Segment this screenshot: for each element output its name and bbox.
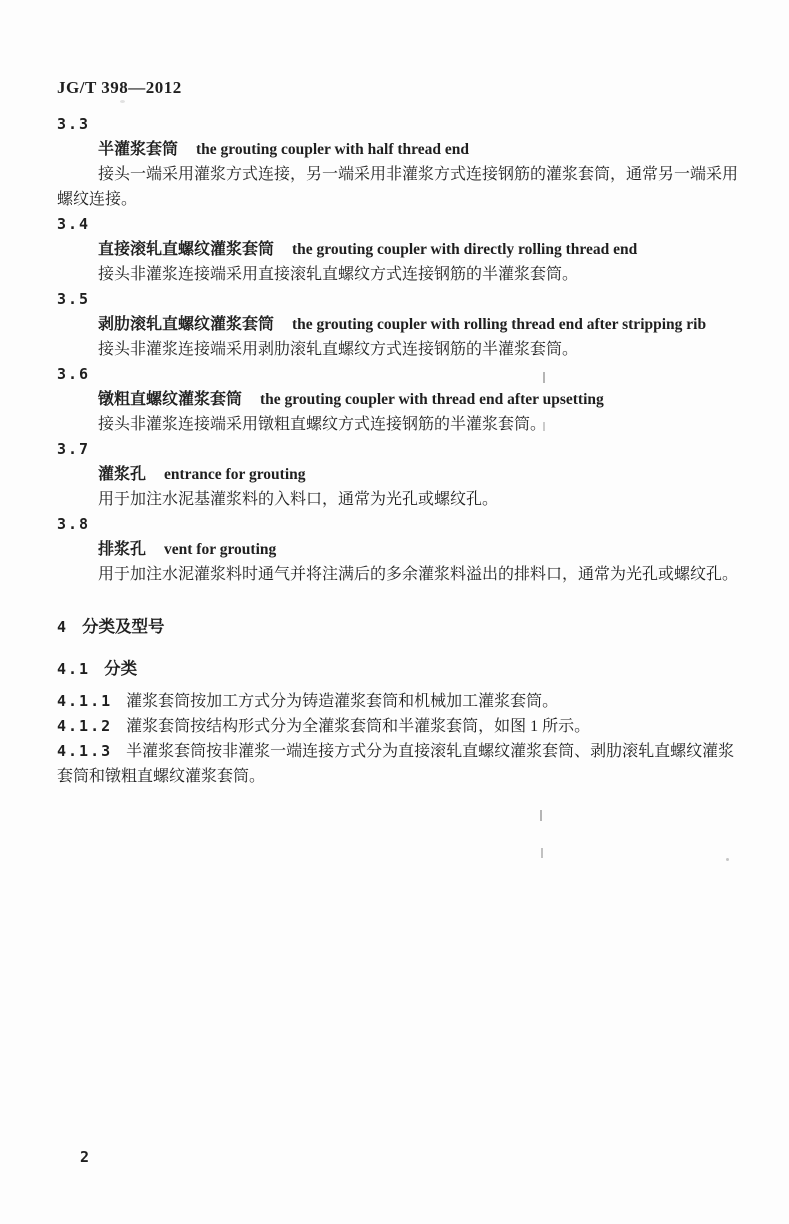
scan-artifact xyxy=(541,848,543,858)
term-english: the grouting coupler with directly rolling thread end xyxy=(292,241,638,258)
clause-number: 4.1.1 xyxy=(57,692,113,710)
clause-number: 3.6 xyxy=(57,365,91,383)
term-english: the grouting coupler with thread end after upsetting xyxy=(260,391,604,408)
chapter-4 xyxy=(57,615,739,789)
term-chinese: 直接滚轧直螺纹灌浆套筒 xyxy=(98,241,275,258)
scan-artifact xyxy=(726,858,729,861)
term-line xyxy=(57,387,739,412)
running-header: JG/T 398—2012 xyxy=(57,78,182,97)
scan-artifact xyxy=(543,372,545,383)
term-line xyxy=(57,462,739,487)
term-chinese: 灌浆孔 xyxy=(98,466,147,483)
clause-number: 4.1.3 xyxy=(57,742,113,760)
term-chinese: 剥肋滚轧直螺纹灌浆套筒 xyxy=(98,316,275,333)
term-chinese: 镦粗直螺纹灌浆套筒 xyxy=(98,391,243,408)
term-chinese: 半灌浆套筒 xyxy=(98,141,179,158)
clause-4-1-3 xyxy=(57,739,739,789)
scan-artifact xyxy=(120,100,125,103)
term-line xyxy=(57,537,739,562)
term-definition: 用于加注水泥基灌浆料的入料口，通常为光孔或螺纹孔。 xyxy=(98,491,499,508)
clause-text: 灌浆套筒按结构形式分为全灌浆套筒和半灌浆套筒，如图 1 所示。 xyxy=(126,718,591,735)
subsection-number: 4.1 xyxy=(57,660,91,678)
clause-number: 3.5 xyxy=(57,290,91,308)
term-section-3-8 xyxy=(57,512,739,587)
page-number: 2 xyxy=(80,1148,90,1166)
term-line xyxy=(57,137,739,162)
subsection-title: 分类 xyxy=(104,660,138,678)
term-chinese: 排浆孔 xyxy=(98,541,147,558)
term-line xyxy=(57,237,739,262)
clause-4-1-1 xyxy=(57,689,739,714)
clause-text: 半灌浆套筒按非灌浆一端连接方式分为直接滚轧直螺纹灌浆套筒、剥肋滚轧直螺纹灌浆套筒和镦粗直螺纹灌浆套筒。 xyxy=(57,743,735,785)
clause-number: 3.4 xyxy=(57,215,91,233)
clause-number: 3.7 xyxy=(57,440,91,458)
term-definition: 接头一端采用灌浆方式连接，另一端采用非灌浆方式连接钢筋的灌浆套筒，通常另一端采用螺纹连接。 xyxy=(57,166,739,208)
chapter-title: 分类及型号 xyxy=(82,618,165,636)
clause-text: 灌浆套筒按加工方式分为铸造灌浆套筒和机械加工灌浆套筒。 xyxy=(126,693,559,710)
term-section-3-3 xyxy=(57,112,739,212)
term-english: the grouting coupler with half thread end xyxy=(196,141,470,158)
term-line xyxy=(57,312,739,337)
term-section-3-7 xyxy=(57,437,739,512)
term-definition: 接头非灌浆连接端采用镦粗直螺纹方式连接钢筋的半灌浆套筒。 xyxy=(98,416,547,433)
term-section-3-4 xyxy=(57,212,739,287)
scan-artifact xyxy=(540,810,542,821)
chapter-number: 4 xyxy=(57,618,69,636)
clause-number: 3.3 xyxy=(57,115,91,133)
term-english: entrance for grouting xyxy=(164,466,306,483)
clause-number: 3.8 xyxy=(57,515,91,533)
term-section-3-5 xyxy=(57,287,739,362)
clause-number: 4.1.2 xyxy=(57,717,113,735)
term-english: vent for grouting xyxy=(164,541,277,558)
term-english: the grouting coupler with rolling thread end after stripping rib xyxy=(292,316,707,333)
term-section-3-6 xyxy=(57,362,739,437)
scan-artifact xyxy=(543,422,545,431)
term-definition: 用于加注水泥灌浆料时通气并将注满后的多余灌浆料溢出的排料口，通常为光孔或螺纹孔。 xyxy=(98,566,739,583)
clause-4-1-2 xyxy=(57,714,739,739)
term-definition: 接头非灌浆连接端采用直接滚轧直螺纹方式连接钢筋的半灌浆套筒。 xyxy=(98,266,579,283)
chapter-heading xyxy=(57,615,739,640)
page-content xyxy=(57,112,739,789)
term-definition: 接头非灌浆连接端采用剥肋滚轧直螺纹方式连接钢筋的半灌浆套筒。 xyxy=(98,341,579,358)
subsection-heading xyxy=(57,657,739,682)
